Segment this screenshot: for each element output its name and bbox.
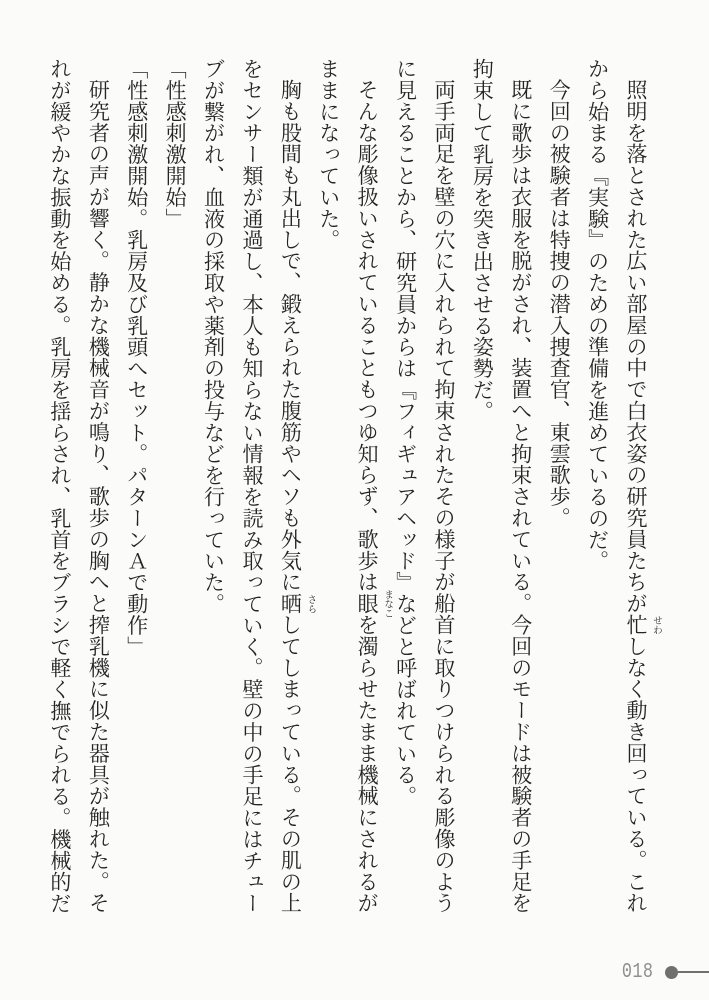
- footer-rule: [678, 971, 709, 973]
- text-line: 「性感刺激開始。乳房及び乳頭へセット。パターンＡで動作」: [124, 58, 149, 658]
- text-line: に見えることから、研究員からは『フィギュアヘッド』などと呼ばれている。: [393, 58, 418, 807]
- furigana: せわ: [651, 615, 661, 635]
- furigana: まなこ: [382, 589, 393, 618]
- furigana: さら: [305, 594, 316, 614]
- page-footer: [614, 960, 709, 984]
- ruby-base: 晒 さら: [278, 593, 316, 615]
- ruby-base: 眼 まなこ: [355, 589, 393, 618]
- text-line: 照明を落とされた広い部屋の中で白衣姿の研究員たちが忙 せわ しなく動き回っている。これ: [624, 79, 661, 914]
- text-line: ままになっていた。: [316, 58, 341, 251]
- text-line: をセンサー類が通過し、本人も知らない情報を読み取っていく。壁の中の手足にはチュー: [239, 58, 264, 914]
- text-line: そんな彫像扱いされていることもつゆ知らず、歌歩は眼 まなこ を濁らせたまま機械にされるが: [355, 79, 393, 915]
- text-line: 「性感刺激開始」: [163, 58, 188, 230]
- text-line: 胸も股間も丸出しで、鍛えられた腹筋やヘソも外気に晒 さら してしまっている。その肌の上: [278, 79, 316, 915]
- footer-bullet-icon: [665, 966, 678, 979]
- text-line: から始まる『実験』のための準備を進めているのだ。: [585, 58, 610, 572]
- page-number: 018: [621, 960, 653, 984]
- text-line: 拘束して乳房を突き出させる姿勢だ。: [470, 58, 495, 422]
- ruby-base: 忙 せわ: [624, 614, 661, 636]
- text-line: 研究者の声が響く。静かな機械音が鳴り、歌歩の胸へと搾乳機に似た器具が触れた。そ: [86, 79, 111, 914]
- text-line: ブが繋がれ、血液の採取や薬剤の投与などを行っていた。: [201, 58, 226, 615]
- text-line: 今回の被験者は特捜の潜入捜査官、東雲歌歩。: [547, 79, 572, 529]
- text-line: れが緩やかな振動を始める。乳房を揺らされ、乳首をブラシで軽く撫でられる。機械的だ: [47, 58, 72, 914]
- text-block: [41, 58, 661, 920]
- text-line: 両手両足を壁の穴に入れられて拘束されたその様子が船首に取りつけられる彫像のよう: [431, 79, 456, 914]
- text-line: 既に歌歩は衣服を脱がされ、装置へと拘束されている。今回のモードは被験者の手足を: [508, 79, 533, 914]
